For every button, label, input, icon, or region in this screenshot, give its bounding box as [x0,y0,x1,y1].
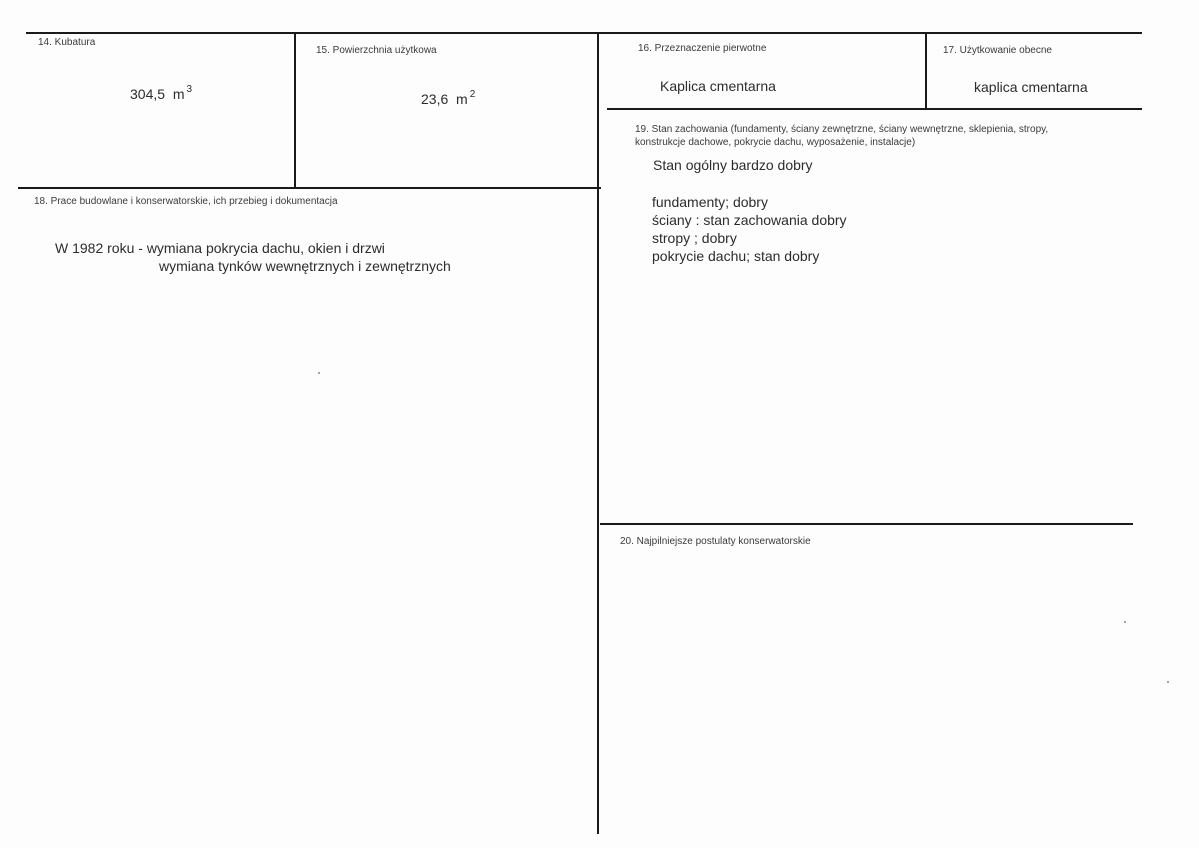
kubatura-label: 14. Kubatura [38,37,96,48]
postulaty-label: 20. Najpilniejsze postulaty konserwatorskie [620,536,811,547]
przeznaczenie-value: Kaplica cmentarna [660,78,776,94]
line-under-16-17 [607,108,1142,110]
kubatura-unit: m [172,86,185,102]
top-border [26,32,1142,34]
powierzchnia-unit: m [456,91,468,107]
line-under-14-15 [18,187,601,189]
stan-ogolny: Stan ogólny bardzo dobry [653,157,813,173]
powierzchnia-label: 15. Powierzchnia użytkowa [316,45,437,56]
powierzchnia-unit-exponent: 2 [469,89,476,100]
scan-speck [1124,621,1126,623]
kubatura-unit-exponent: 3 [186,84,193,95]
scan-speck [1167,681,1169,683]
uzytkowanie-label: 17. Użytkowanie obecne [943,45,1052,56]
stan-item-stropy: stropy ; dobry [652,230,737,246]
stan-item-sciany: ściany : stan zachowania dobry [652,212,847,228]
powierzchnia-number: 23,6 [421,91,449,107]
przeznaczenie-label: 16. Przeznaczenie pierwotne [638,43,767,54]
stan-zachowania-label-2: konstrukcje dachowe, pokrycie dachu, wyposażenie, instalacje) [635,137,916,148]
divider-14-15 [294,32,296,187]
kubatura-number: 304,5 [130,86,166,102]
divider-16-17 [925,32,927,110]
stan-item-fundamenty: fundamenty; dobry [652,194,768,210]
line-above-20 [600,523,1133,525]
stan-item-pokrycie: pokrycie dachu; stan dobry [652,248,820,264]
stan-zachowania-label-1: 19. Stan zachowania (fundamenty, ściany zewnętrzne, ściany wewnętrzne, sklepienia, stropy, [635,124,1049,135]
uzytkowanie-value: kaplica cmentarna [974,79,1088,95]
powierzchnia-value [421,91,475,107]
prace-line-2: wymiana tynków wewnętrznych i zewnętrznych [159,258,451,274]
scan-speck [318,372,320,374]
prace-line-1: W 1982 roku - wymiana pokrycia dachu, okien i drzwi [55,240,385,256]
divider-main [597,32,599,834]
kubatura-value [130,86,192,102]
prace-label: 18. Prace budowlane i konserwatorskie, ich przebieg i dokumentacja [34,196,338,207]
